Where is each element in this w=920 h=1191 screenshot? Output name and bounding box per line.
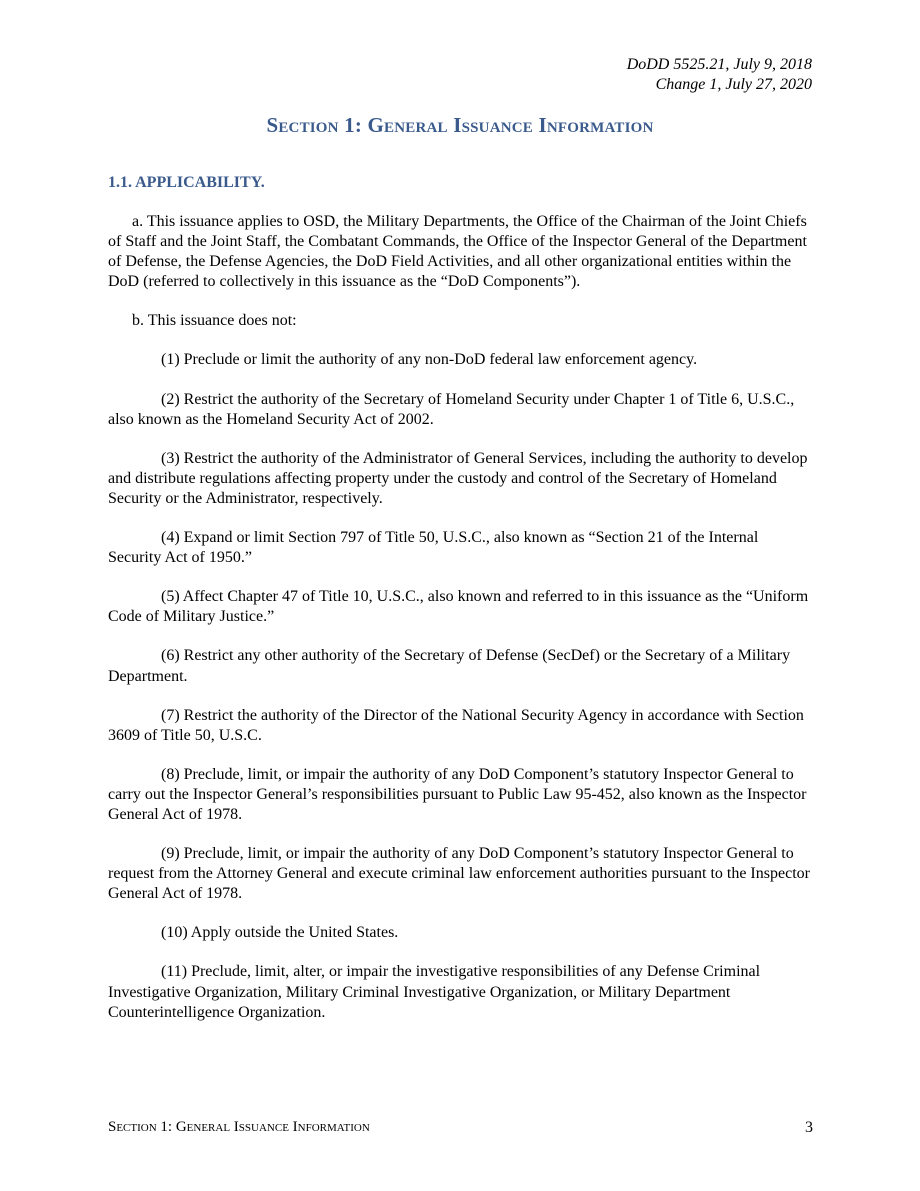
page-number: 3 [805, 1119, 813, 1136]
paragraph-b5: (5) Affect Chapter 47 of Title 10, U.S.C., also known and referred to in this issuance as the “Uniform Code of Military Justice.” [108, 588, 809, 626]
paragraph-b1: (1) Preclude or limit the authority of any non-DoD federal law enforcement agency. [161, 351, 698, 369]
paragraph-b4: (4) Expand or limit Section 797 of Title 50, U.S.C., also known as “Section 21 of the Internal Security Act of 1950.” [108, 529, 759, 567]
header-issuance-date: DoDD 5525.21, July 9, 2018 [626, 56, 812, 73]
paragraph-b6: (6) Restrict any other authority of the Secretary of Defense (SecDef) or the Secretary of a Military Department. [108, 647, 791, 685]
header-change-date: Change 1, July 27, 2020 [655, 76, 812, 93]
paragraph-b2: (2) Restrict the authority of the Secretary of Homeland Security under Chapter 1 of Title 6, U.S.C., also known as the Homeland Security Act of 2002. [108, 390, 795, 428]
document-header [627, 55, 812, 95]
paragraph-b8: (8) Preclude, limit, or impair the authority of any DoD Component’s statutory Inspector General to carry out the Inspector General’s responsibilities pursuant to Public Law 95-452, also known as the Inspector General Act of 1978. [108, 765, 807, 823]
page-footer [108, 1119, 813, 1137]
subsection-heading: 1.1. APPLICABILITY. [108, 174, 265, 191]
paragraph-a: a. This issuance applies to OSD, the Military Departments, the Office of the Chairman of the Joint Chiefs of Staff and the Joint Staff, the Combatant Commands, the Office of the Inspector General of the Department of Defense, the Defense Agencies, the DoD Field Activities, and all other organizational entities within the DoD (referred to collectively in this issuance as the “DoD Components”). [108, 213, 807, 291]
paragraph-b9: (9) Preclude, limit, or impair the authority of any DoD Component’s statutory Inspector General to request from the Attorney General and execute criminal law enforcement authorities pursuant to the Inspector General Act of 1978. [108, 845, 810, 903]
section-title: Section 1: General Issuance Information [266, 113, 654, 137]
body-text [108, 212, 813, 1042]
paragraph-b: b. This issuance does not: [132, 312, 297, 330]
paragraph-b10: (10) Apply outside the United States. [161, 924, 399, 942]
paragraph-b11: (11) Preclude, limit, alter, or impair the investigative responsibilities of any Defense Criminal Investigative Organization, Military Criminal Investigative Organization, or Military Department Counterintelligence Organization. [108, 963, 761, 1021]
paragraph-b3: (3) Restrict the authority of the Administrator of General Services, including the authority to develop and distribute regulations affecting property under the custody and control of the Secretary of Homeland Security or the Administrator, respectively. [108, 449, 808, 507]
footer-section-title: Section 1: General Issuance Information [108, 1119, 370, 1135]
paragraph-b7: (7) Restrict the authority of the Director of the National Security Agency in accordance with Section 3609 of Title 50, U.S.C. [108, 706, 804, 744]
